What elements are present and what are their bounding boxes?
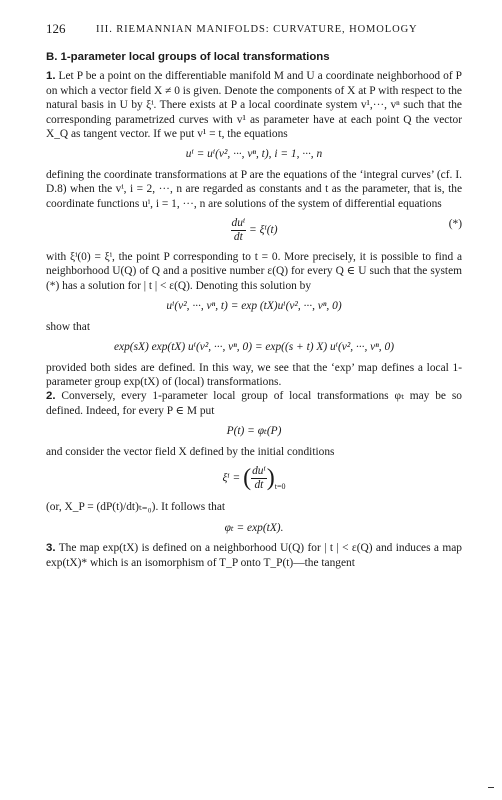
equation-differential-system <box>46 217 462 244</box>
running-head: III. RIEMANNIAN MANIFOLDS: CURVATURE, HOMOLOGY <box>96 24 418 35</box>
page-corner-mark <box>488 787 494 788</box>
paragraph-1-text: Let P be a point on the differentiable manifold M and U a coordinate neighborhood of P on which a vector field X ≠ 0 is given. Denote the components of X at P with respect to the natural basis in U by ξⁱ. There exists at P a local coordinate system v¹,···, vⁿ such that the corresponding parametrized curves with v¹ as parameter have at each point Q the vector X_Q as tangent vector. If we put v¹ = t, the equations <box>46 70 462 141</box>
equation-rhs: = ξⁱ(t) <box>246 224 278 237</box>
page-number: 126 <box>46 21 66 36</box>
fraction-du-dt <box>231 217 247 244</box>
item-number-1: 1. <box>46 70 56 83</box>
section-title: B. 1-parameter local groups of local transformations <box>46 51 330 63</box>
paragraph-9-text: The map exp(tX) is defined on a neighborhood U(Q) for | t | < ε(Q) and induces a map exp(tX)* which is an isomorphism of T_P onto T_P(t)—the tangent <box>46 542 462 569</box>
equation-initial-conditions <box>46 465 462 495</box>
equation-coordinates: uⁱ = uⁱ(v², ···, vⁿ, t), i = 1, ···, n <box>185 148 323 161</box>
page-header <box>46 22 462 38</box>
paragraph-9 <box>46 541 462 570</box>
equation-group-law: exp(sX) exp(tX) uⁱ(v², ···, vⁿ, 0) = exp((s + t) X) uⁱ(v², ···, vⁿ, 0) <box>113 341 394 354</box>
paragraph-5: provided both sides are defined. In this way, we see that the ‘exp’ map defines a local 1-parameter group exp(tX) of (local) transformations. <box>46 361 462 388</box>
paragraph-2: defining the coordinate transformations at P are the equations of the ‘integral curves’ (cf. I. D.8) when the vⁱ, i = 2, ···, n are regarded as constants and t as the parameter, that is, the coordinate functions uⁱ, i = 1, ···, n are solutions of the system of differential equations <box>46 168 462 210</box>
paragraph-4: show that <box>46 320 90 333</box>
paragraph-6 <box>46 389 462 418</box>
paragraph-8: (or, X_P = (dP(t)/dt)ₜ₌₀). It follows that <box>46 501 226 514</box>
equation-point-curve: P(t) = φₜ(P) <box>226 425 282 438</box>
fraction-du-dt-initial <box>251 465 267 492</box>
equation-phi-exp: φₜ = exp(tX). <box>224 521 284 534</box>
right-paren: ) <box>266 465 275 492</box>
left-paren: ( <box>243 465 252 492</box>
paragraph-6-text: Conversely, every 1-parameter local group of local transformations φₜ may be so defined. Indeed, for every P ∈ M put <box>46 390 462 417</box>
paragraph-7: and consider the vector field X defined by the initial conditions <box>46 445 335 458</box>
fraction-numerator: duⁱ <box>252 464 266 477</box>
equation-lhs: ξⁱ = <box>222 472 244 485</box>
fraction-denominator: dt <box>233 231 243 244</box>
evaluation-subscript: t=0 <box>274 482 286 492</box>
paragraph-1 <box>46 69 462 141</box>
page-body <box>46 50 462 570</box>
equation-tag: (*) <box>448 218 462 231</box>
paragraph-3: with ξⁱ(0) = ξⁱ, the point P corresponding to t = 0. More precisely, it is possible to find a neighborhood U(Q) of Q and a positive number ε(Q) for every Q ∈ U such that the system (*) has a solution for | t | < ε(Q). Denoting this solution by <box>46 251 462 292</box>
fraction-denominator: dt <box>254 478 264 491</box>
equation-exp-solution: uⁱ(v², ···, vⁿ, t) = exp (tX)uⁱ(v², ···, vⁿ, 0) <box>166 300 342 313</box>
item-number-2: 2. <box>46 390 56 403</box>
fraction-numerator: duⁱ <box>231 217 246 230</box>
item-number-3: 3. <box>46 542 56 555</box>
